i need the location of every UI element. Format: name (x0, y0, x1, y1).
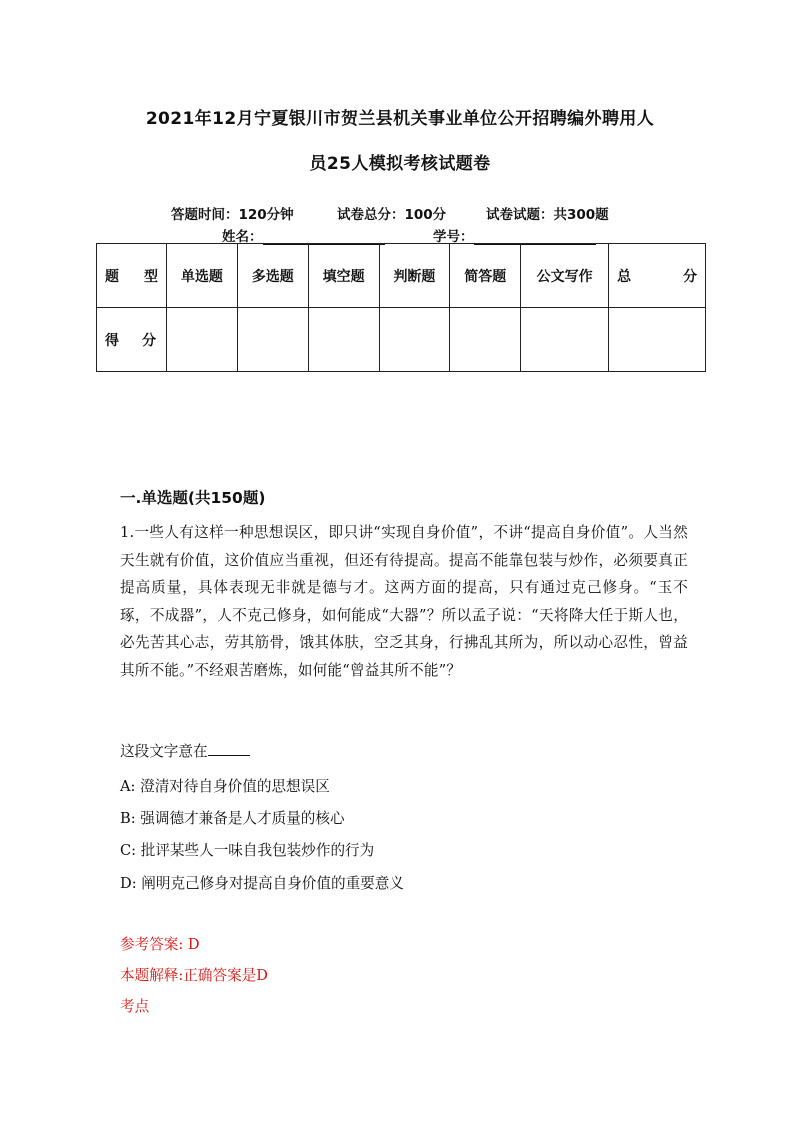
option-b: B: 强调德才兼备是人才质量的核心 (120, 810, 345, 827)
option-a: A: 澄清对待自身价值的思想误区 (120, 778, 330, 795)
name-field (222, 225, 385, 245)
exam-info-count: 试卷试题：共300题 (486, 207, 609, 223)
score-cell (450, 308, 521, 372)
question-text: 1.一些人有这样一种思想误区，即只讲“实现自身价值”，不讲“提高自身价值”。人当然天生就有价值，这价值应当重视，但还有待提高。提高不能靠包装与炒作，必须要真正提高质量，具体表现无非就是德与才。这两方面的提高，只有通过克己修身。“玉不琢，不成器”，人不克己修身，如何能成“大器”？所以孟子说：“天将降大任于斯人也，必先苦其心志，劳其筋骨，饿其体肤，空乏其身，行拂乱其所为，所以动心忍性，曾益其所不能。”不经艰苦磨炼，如何能“曾益其所不能”？ (120, 524, 688, 679)
exam-point-label: 考点 (120, 998, 150, 1015)
option-d: D: 阐明克己修身对提高自身价值的重要意义 (120, 875, 404, 892)
name-label: 姓名： (222, 229, 263, 245)
column-single-choice: 单选题 (166, 244, 237, 308)
column-total: 总 分 (609, 244, 706, 308)
student-id-label: 学号： (433, 229, 474, 245)
student-id-field (433, 225, 596, 245)
section-heading: 一.单选题(共150题) (120, 489, 266, 507)
exam-title-line-1: 2021年12月宁夏银川市贺兰县机关事业单位公开招聘编外聘用人 (145, 109, 655, 129)
score-table-header-row (97, 244, 706, 308)
column-official-writing: 公文写作 (521, 244, 609, 308)
score-cell (308, 308, 379, 372)
exam-title-line-2: 员25人模拟考核试题卷 (309, 154, 491, 174)
score-cell (379, 308, 450, 372)
exam-info-total: 试卷总分：100分 (337, 207, 447, 223)
score-cell (521, 308, 609, 372)
score-cell (237, 308, 308, 372)
column-short-answer: 简答题 (450, 244, 521, 308)
question-type-cell: 题 型 (97, 244, 167, 308)
answer-blank-line (208, 741, 250, 756)
question-prompt-text: 这段文字意在 (120, 743, 208, 760)
column-fill-blank: 填空题 (308, 244, 379, 308)
score-cell (609, 308, 706, 372)
exam-info-time: 答题时间：120分钟 (171, 207, 294, 223)
score-label-cell: 得 分 (97, 308, 167, 372)
column-multiple-choice: 多选题 (237, 244, 308, 308)
score-table-score-row (97, 308, 706, 372)
column-true-false: 判断题 (379, 244, 450, 308)
option-c: C: 批评某些人一味自我包装炒作的行为 (120, 842, 375, 859)
reference-answer: 参考答案: D (120, 936, 200, 953)
score-cell (166, 308, 237, 372)
question-prompt (120, 740, 250, 761)
answer-explanation: 本题解释:正确答案是D (120, 967, 268, 984)
score-table (96, 243, 706, 372)
